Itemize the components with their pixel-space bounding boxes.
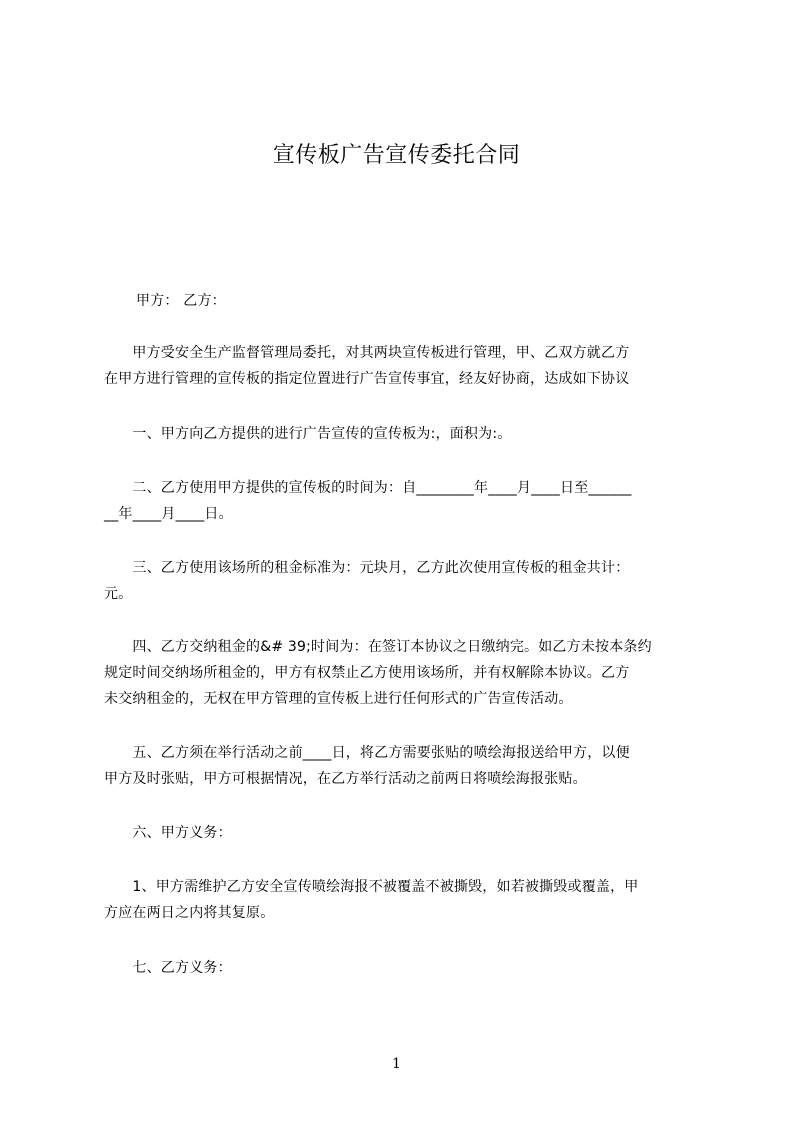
clause-5-line-1: 五、乙方须在举行活动之前____日，将乙方需要张贴的喷绘海报送给甲方，以便 xyxy=(104,745,630,761)
clause-3-line-1: 三、乙方使用该场所的租金标准为：元块月，乙方此次使用宣传板的租金共计： xyxy=(104,560,630,576)
parties-text: 甲方： 乙方： xyxy=(136,293,226,309)
clause-2 xyxy=(104,475,714,527)
clause-1 xyxy=(104,421,714,447)
clause-5-line-2: 甲方及时张贴，甲方可根据情况，在乙方举行活动之前两日将喷绘海报张贴。 xyxy=(104,771,587,787)
clause-5 xyxy=(104,740,714,792)
clause-6-item-1-line-1: 1、甲方需维护乙方安全宣传喷绘海报不被覆盖不被撕毁，如若被撕毁或覆盖，甲 xyxy=(104,879,639,895)
clause-7-heading-text: 七、乙方义务： xyxy=(104,960,232,976)
clause-7-heading xyxy=(104,955,714,981)
clause-4-line-2: 规定时间交纳场所租金的，甲方有权禁止乙方使用该场所，并有权解除本协议。乙方 xyxy=(104,665,630,681)
document-title: 宣传板广告宣传委托合同 xyxy=(272,143,521,168)
intro-paragraph xyxy=(104,340,714,392)
clause-4 xyxy=(104,634,714,712)
clause-2-line-2: __年____月____日。 xyxy=(104,506,233,522)
clause-4-line-3: 未交纳租金的，无权在甲方管理的宣传板上进行任何形式的广告宣传活动。 xyxy=(104,691,573,707)
intro-line-1: 甲方受安全生产监督管理局委托，对其两块宣传板进行管理，甲、乙双方就乙方 xyxy=(104,345,630,361)
page-number: 1 xyxy=(392,1056,401,1072)
clause-6-heading xyxy=(104,820,714,846)
parties-line xyxy=(104,288,714,314)
clause-6-item-1-line-2: 方应在两日之内将其复原。 xyxy=(104,905,275,921)
clause-6-item-1 xyxy=(104,874,714,926)
clause-3-line-2: 元。 xyxy=(104,586,133,602)
clause-4-line-1: 四、乙方交纳租金的&# 39;时间为：在签订本协议之日缴纳完。如乙方未按本条约 xyxy=(104,639,652,655)
clause-1-line-1: 一、甲方向乙方提供的进行广告宣传的宣传板为:，面积为:。 xyxy=(104,426,512,442)
clause-3 xyxy=(104,555,714,607)
intro-line-2: 在甲方进行管理的宣传板的指定位置进行广告宣传事宜，经友好协商，达成如下协议 xyxy=(104,371,630,387)
clause-2-line-1: 二、乙方使用甲方提供的宣传板的时间为：自________年____月____日至______ xyxy=(104,480,632,496)
clause-6-heading-text: 六、甲方义务： xyxy=(104,825,232,841)
